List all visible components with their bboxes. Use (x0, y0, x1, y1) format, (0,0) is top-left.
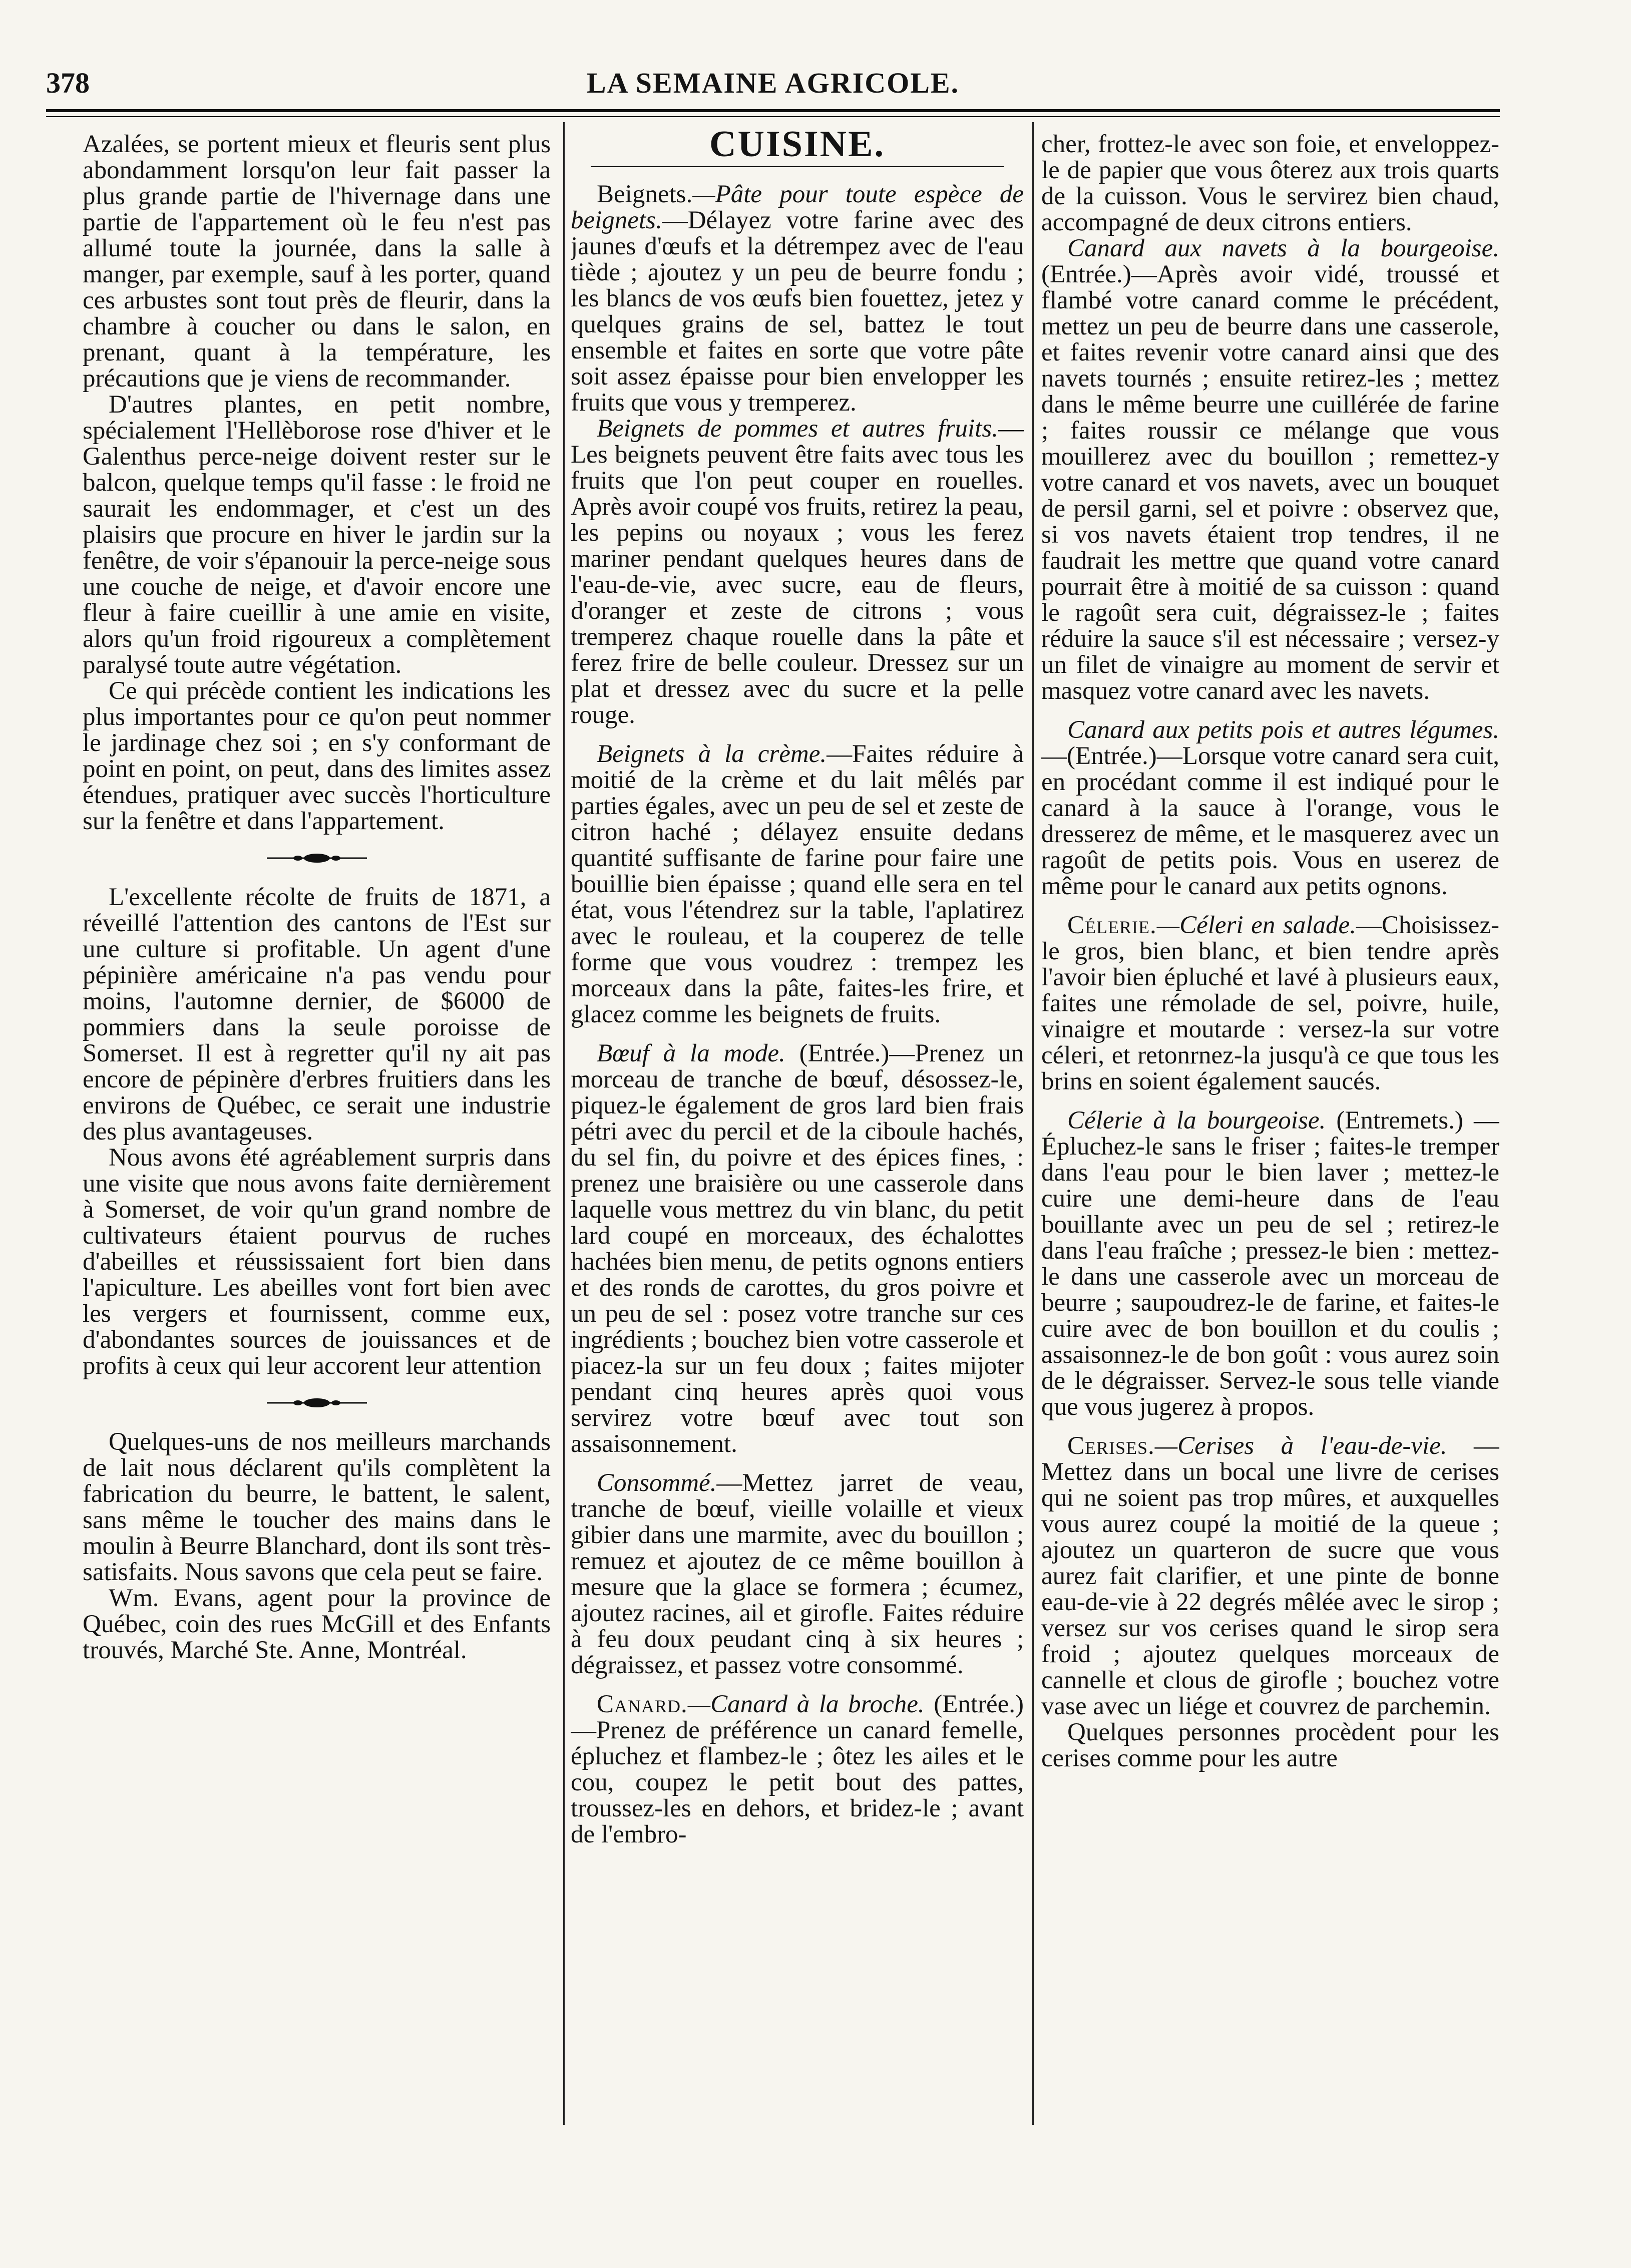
recipe-cerises: Cerises.—Cerises à l'eau-de-vie. —Mettez dans un bocal une livre de cerises qui ne soient pas trop mûres, et auxquelles vous aurez coupé la moitié de la queue ; ajoutez un quarteron de sucre que vous aurez fait clarifier, et une pinte de bonne eau-de-vie à 22 degrés mêlée avec le sirop ; versez sur vos cerises quand le sirop sera froid ; ajoutez quelques morceaux de cannelle et clous de girofle ; bouchez votre vase avec un liége et couvrez de parchemin. (1041, 1432, 1499, 1720)
section-title-rule (591, 166, 1004, 167)
recipe-canard-navets: Canard aux navets à la bourgeoise. (Entrée.)—Après avoir vidé, troussé et flambé votre canard comme le précédent, mettez un peu de beurre dans une casserole, et faites revenir votre canard ainsi que des navets tournés ; ensuite retirez-les ; mettez dans le même beurre une cuillérée de farine ; faites roussir ce mélange que vous mouillerez avec du bouillon ; remettez-y votre canard et vos navets, avec un bouquet de persil garni, sel et poivre : observez que, si vos navets étaient trop tendres, il ne faudrait les mettre que quand votre canard pourrait être à moitié de sa cuisson : quand le ragoût sera cuit, dégraissez-le ; faites réduire la sauce s'il est nécessaire ; versez-y un filet de vinaigre au moment de servir et masquez votre canard avec les navets. (1041, 234, 1499, 705)
column-right (1041, 131, 1499, 2134)
recipe-celeri-bourgeoise: Célerie à la bourgeoise. (Entremets.) —Épluchez-le sans le friser ; faites-le tremper dans l'eau pour le bien laver ; mettez-le cuire une demi-heure dans de l'eau bouillante avec un peu de sel ; retirez-le dans l'eau fraîche ; pressez-le bien : mettez-le dans une casserole avec un morceau de beurre ; saupoudrez-le de farine, et faites-le cuire avec de bon bouillon et du coulis ; assaisonnez-le de bon goût : vous aurez soin de le dégraisser. Servez-le sous telle viande que vous jugerez à propos. (1041, 1106, 1499, 1421)
running-title: LA SEMAINE AGRICOLE. (586, 67, 960, 99)
column-middle (571, 131, 1024, 2134)
paragraph-abeilles: Nous avons été agréablement surpris dans une visite que nous avons faite dernièrement à Somerset, de voir qu'un grand nombre de cultivateurs étaient pourvus de ruches d'abeilles et réussissaient fort bien dans l'apiculture. Les abeilles vont fort bien avec les vergers et fournissent, comme eux, d'abondantes sources de jouissances et de profits à ceux qui leur accorent leur attention (83, 1144, 551, 1380)
ornament-divider (83, 852, 551, 864)
column-divider-1 (563, 122, 565, 2125)
paragraph-cerises-suite: Quelques personnes procèdent pour les cerises comme pour les autre (1041, 1718, 1499, 1772)
recipe-beignets-creme: Beignets à la crème.—Faites réduire à moitié de la crème et du lait mêlés par parties égales, avec un peu de sel et zeste de citron haché ; délayez ensuite dedans quantité suffisante de farine pour faire une bouillie bien épaisse ; quand elle sera en tel état, vous l'étendrez sur la table, l'aplatirez avec le rouleau, et la couperez de telle forme que vous voudrez : trempez les morceaux dans la pâte, faites-les frire, et glacez comme les beignets de fruits. (571, 740, 1024, 1028)
paragraph-autres-plantes: D'autres plantes, en petit nombre, spécialement l'Hellèborose rose d'hiver et le Galenthus perce-neige doivent rester sur le balcon, quelque temps qu'il fasse : le froid ne saurait les endommager, et c'est un des plaisirs que procure en hiver le jardin sur la fenêtre, de voir s'épanouir la perce-neige sous une couche de neige, et d'avoir encore une fleur à faire cueillir à une amie en visite, alors qu'un froid rigoureux a complètement paralysé toute autre végétation. (83, 391, 551, 679)
recipe-canard-broche: Canard.—Canard à la broche. (Entrée.)—Prenez de préférence un canard femelle, épluchez et flambez-le ; ôtez les ailes et le cou, coupez le petit bout des pattes, troussez-les en dehors, et bridez-le ; avant de l'embro- (571, 1690, 1024, 1848)
recipe-canard-petits-pois: Canard aux petits pois et autres légumes. —(Entrée.)—Lorsque votre canard sera cuit, en procédant comme il est indiqué pour le canard à la sauce à l'orange, vous le dresserez de même, et le masquerez avec un ragoût de petits pois. Vous en userez de même pour le canard aux petits ognons. (1041, 716, 1499, 900)
header-rule-thin (46, 116, 1500, 117)
recipe-boeuf-mode: Bœuf à la mode. (Entrée.)—Prenez un morceau de tranche de bœuf, désossez-le, piquez-le également de gros lard bien frais pétri avec du percil et de la ciboule hachés, du sel fin, du poivre et des épices fines, : prenez une braisière ou une casserole dans laquelle vous mettrez du vin blanc, du petit lard coupé en morceaux, des échalottes hachées bien menu, de petits ognons entiers et des ronds de carottes, du gros poivre et un peu de sel : posez votre tranche sur ces ingrédients ; bouchez bien votre casserole et piacez-la sur un feu doux ; faites mijoter pendant cinq heures après quoi vous servirez votre bœuf avec tout son assaisonnement. (571, 1039, 1024, 1458)
column-divider-2 (1032, 122, 1034, 2125)
section-title-cuisine: CUISINE. (709, 131, 885, 165)
recipe-beignets: Beignets.—Pâte pour toute espèce de beignets.—Délayez votre farine avec des jaunes d'œufs et la détrempez avec de l'eau tiède ; ajoutez y un peu de beurre fondu ; les blancs de vos œufs bien fouettez, jetez y quelques grains de sel, battez le tout ensemble et faites en sorte que votre pâte soit assez épaisse pour bien envelopper les fruits que vous y tremperez. (571, 180, 1024, 417)
paragraph-azalees: Azalées, se portent mieux et fleuris sent plus abondamment lorsqu'on leur fait passer la plus grande partie de l'hivernage dans une partie de l'appartement où le feu n'est pas allumé toute la journée, dans la salle à manger, par exemple, sauf à les porter, quand ces arbustes sont tout près de fleurir, dans la chambre à coucher ou dans le salon, en prenant, quant à la température, les précautions que je viens de recommander. (83, 131, 551, 393)
recipe-celeri-salade: Célerie.—Céleri en salade.—Choisissez-le gros, bien blanc, et bien tendre après l'avoir bien épluché et lavé à plusieurs eaux, faites une rémolade de sel, poivre, huile, vinaigre et moutarde : versez-la sur votre céleri, et retonrnez-la jusqu'à ce que tous les brins en soient également saucés. (1041, 911, 1499, 1095)
page-number: 378 (46, 67, 90, 99)
paragraph-wm-evans: Wm. Evans, agent pour la province de Québec, coin des rues McGill et des Enfants trouvés, Marché Ste. Anne, Montréal. (83, 1584, 551, 1664)
paragraph-marchands-lait: Quelques-uns de nos meilleurs marchands de lait nous déclarent qu'ils complètent la fabrication du beurre, le battent, le salent, sans même le toucher des mains dans le moulin à Beurre Blanchard, dont ils sont très-satisfaits. Nous savons que cela peut se faire. (83, 1428, 551, 1586)
recipe-consomme: Consommé.—Mettez jarret de veau, tranche de bœuf, vieille volaille et vieux gibier dans une marmite, avec du bouillon ; remuez et ajoutez de ce même bouillon à mesure que la glace se formera ; écumez, ajoutez racines, ail et girofle. Faites réduire à feu doux peudant cinq à six heures ; dégraissez, et passez votre consommé. (571, 1469, 1024, 1679)
column-left (83, 131, 551, 2134)
page-header (46, 66, 1500, 106)
recipe-beignets-pommes: Beignets de pommes et autres fruits.—Les beignets peuvent être faits avec tous les fruits que l'on peut couper en rouelles. Après avoir coupé vos fruits, retirez la peau, les pepins ou noyaux ; vous les ferez mariner pendant quelques heures dans de l'eau-de-vie, avec sucre, eau de fleurs, d'oranger et zeste de citrons ; vous tremperez chaque rouelle dans la pâte et ferez frire de belle couleur. Dressez sur un plat et dressez avec du sucre et la pelle rouge. (571, 415, 1024, 729)
header-rule-thick (46, 109, 1500, 112)
paragraph-indications: Ce qui précède contient les indications les plus importantes pour ce qu'on peut nommer le jardinage chez soi ; en s'y conformant de point en point, on peut, dans des limites assez étendues, pratiquer avec succès l'horticulture sur la fenêtre et dans l'appartement. (83, 677, 551, 835)
ornament-divider (83, 1397, 551, 1409)
paragraph-canard-suite: cher, frottez-le avec son foie, et enveloppez-le de papier que vous ôterez aux trois quarts de la cuisson. Vous le servirez bien chaud, accompagné de deux citrons entiers. (1041, 131, 1499, 236)
paragraph-recolte-fruits: L'excellente récolte de fruits de 1871, a réveillé l'attention des cantons de l'Est sur une culture si profitable. Un agent d'une pépinière américaine n'a pas vendu pour moins, l'automne dernier, de $6000 de pommiers dans la seule poroisse de Somerset. Il est à regretter qu'il ny ait pas encore de pépinère d'erbres fruitiers dans les environs de Québec, ce serait une industrie des plus avantageuses. (83, 883, 551, 1146)
